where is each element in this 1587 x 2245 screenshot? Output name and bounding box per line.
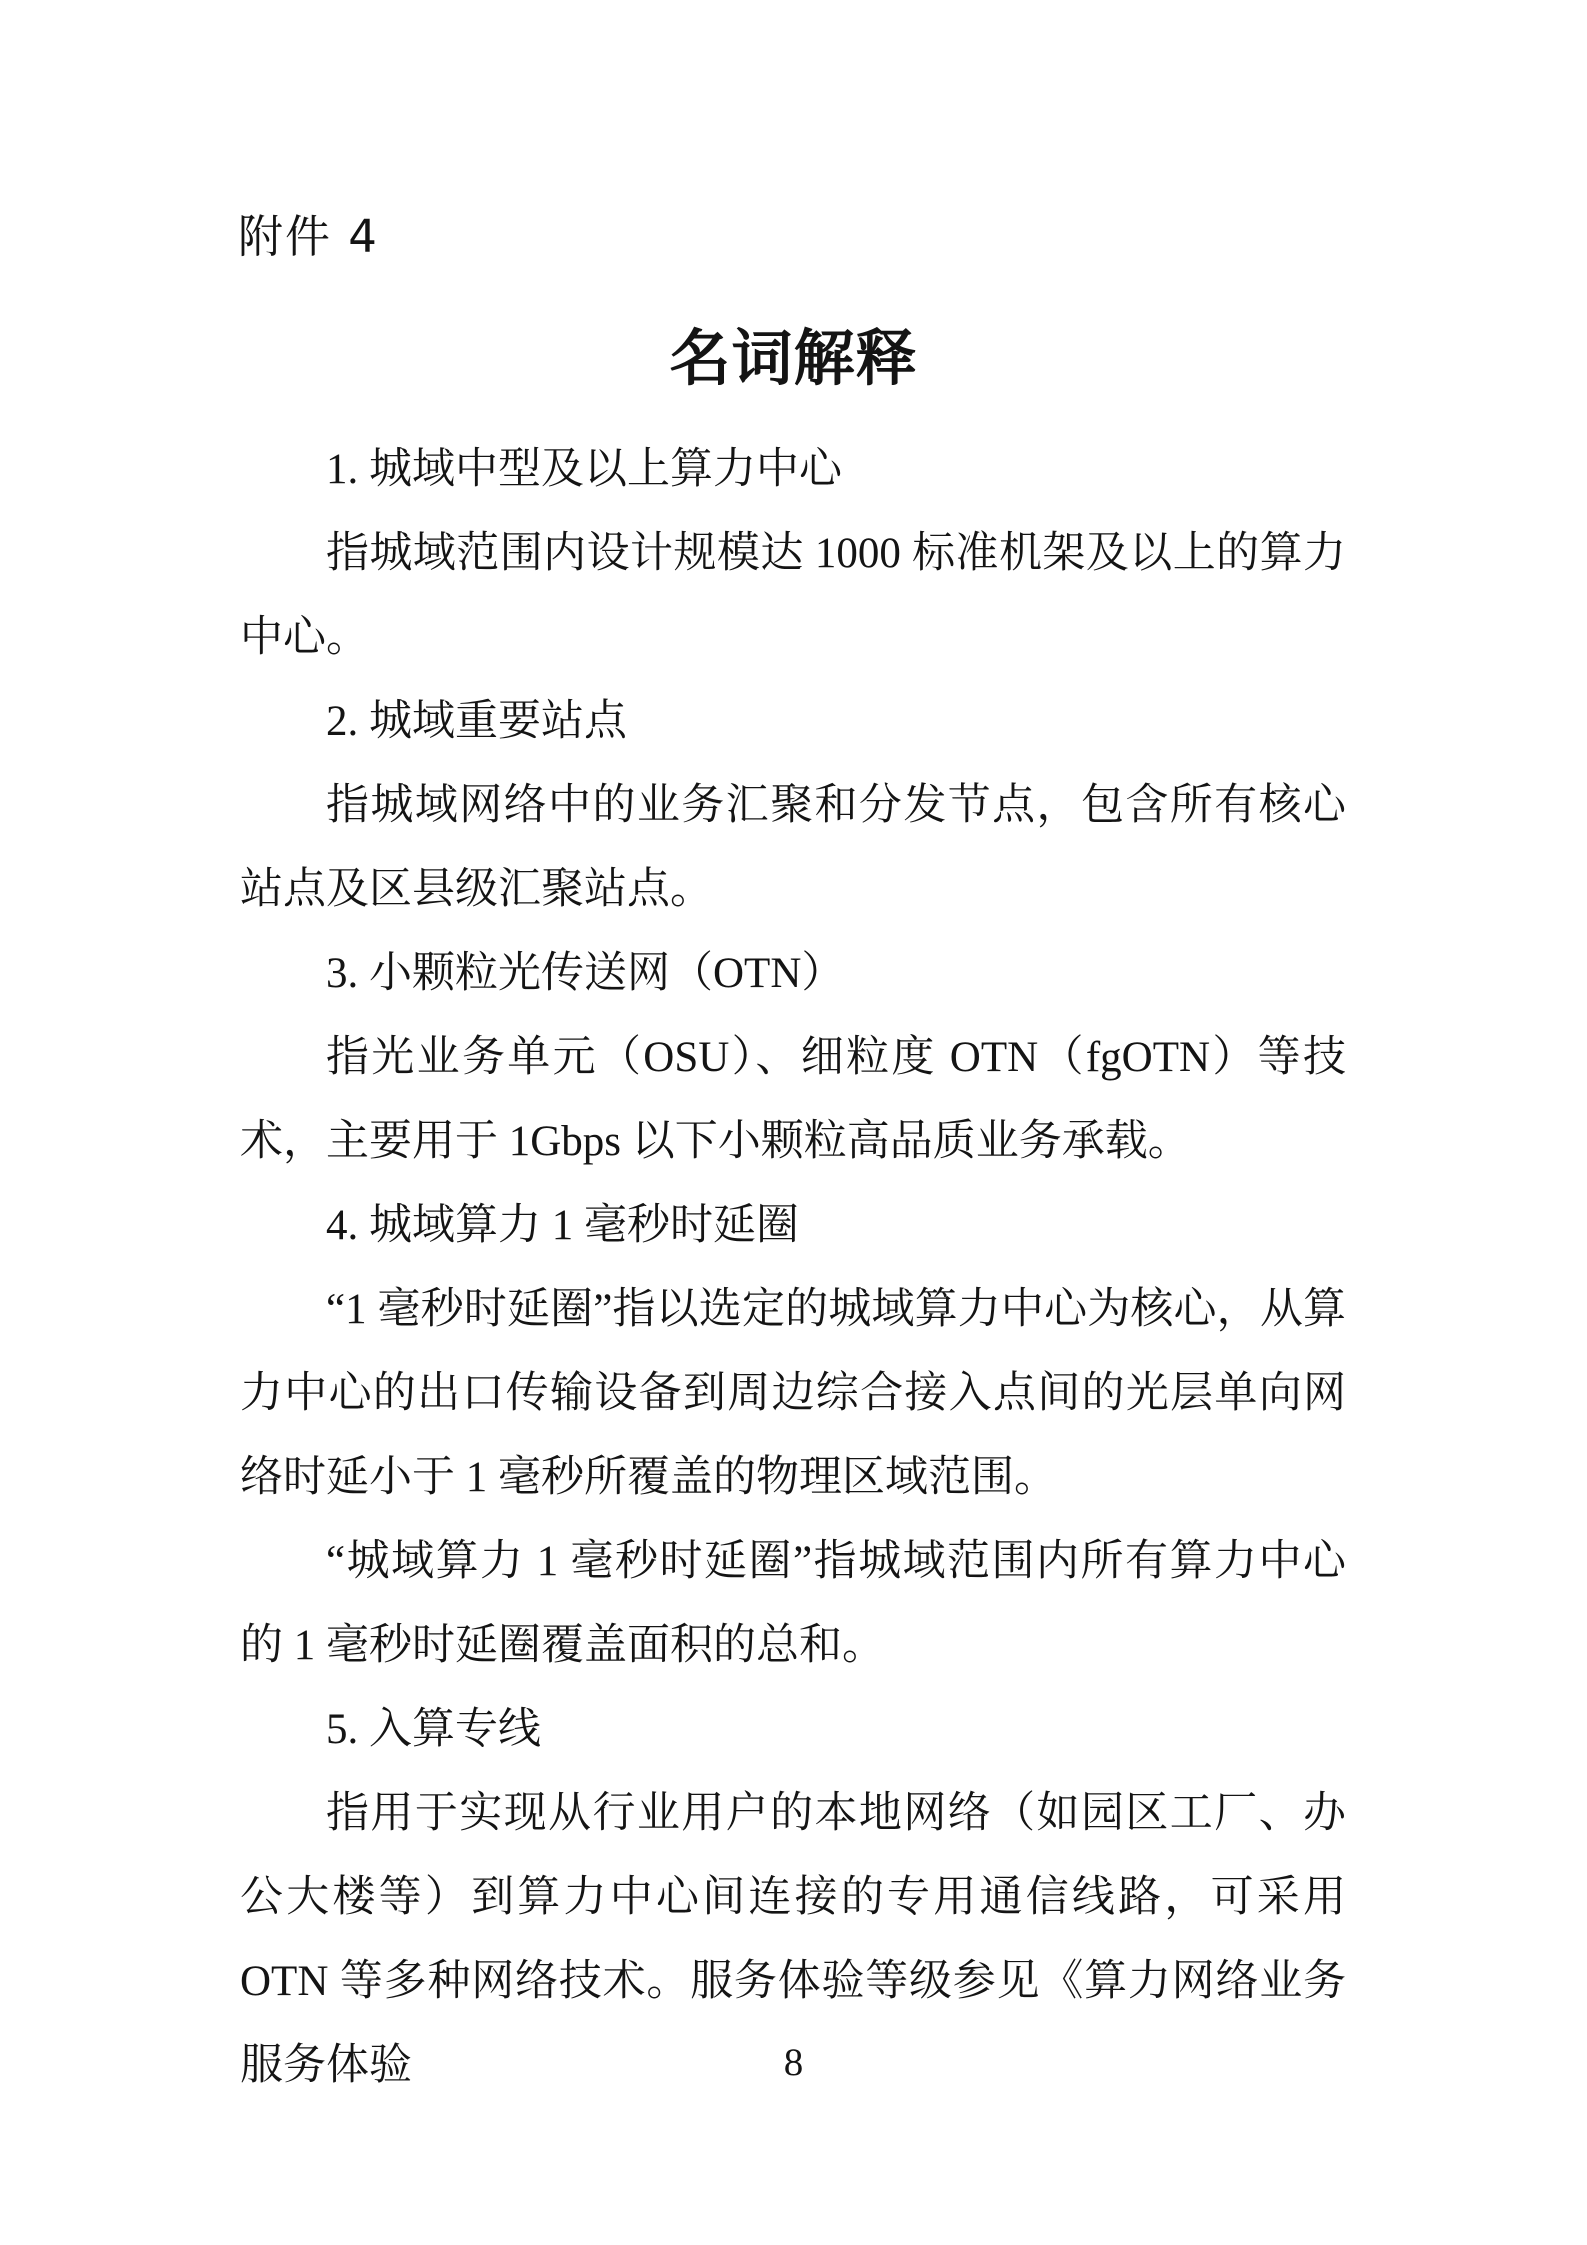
term-1-heading: 1. 城域中型及以上算力中心 bbox=[326, 446, 842, 493]
term-5-heading: 5. 入算专线 bbox=[326, 1706, 541, 1753]
page-number: 8 bbox=[783, 2041, 804, 2084]
term-2-definition: 指城域网络中的业务汇聚和分发节点，包含所有核心站点及区县级汇聚站点。 bbox=[240, 782, 1346, 913]
term-3-heading: 3. 小颗粒光传送网（OTN） bbox=[326, 950, 845, 997]
attachment-label: 附件 4 bbox=[238, 210, 379, 263]
term-4-heading: 4. 城域算力 1 毫秒时延圈 bbox=[326, 1202, 799, 1249]
term-5-definition: 指用于实现从行业用户的本地网络（如园区工厂、办公大楼等）到算力中心间连接的专用通信线路，可采用 OTN 等多种网络技术。服务体验等级参见《算力网络业务服务体验 bbox=[240, 1790, 1346, 2089]
term-1-definition: 指城域范围内设计规模达 1000 标准机架及以上的算力中心。 bbox=[240, 530, 1346, 661]
glossary-content bbox=[240, 428, 1346, 2108]
page-title: 名词解释 bbox=[669, 326, 918, 393]
term-2-heading: 2. 城域重要站点 bbox=[326, 698, 627, 745]
term-4-definition-2: “城域算力 1 毫秒时延圈”指城域范围内所有算力中心的 1 毫秒时延圈覆盖面积的总和。 bbox=[240, 1538, 1346, 1669]
term-3-definition: 指光业务单元（OSU）、细粒度 OTN（fgOTN）等技术，主要用于 1Gbps 以下小颗粒高品质业务承载。 bbox=[240, 1034, 1346, 1165]
term-4-definition-1: “1 毫秒时延圈”指以选定的城域算力中心为核心，从算力中心的出口传输设备到周边综合接入点间的光层单向网络时延小于 1 毫秒所覆盖的物理区域范围。 bbox=[240, 1286, 1346, 1501]
